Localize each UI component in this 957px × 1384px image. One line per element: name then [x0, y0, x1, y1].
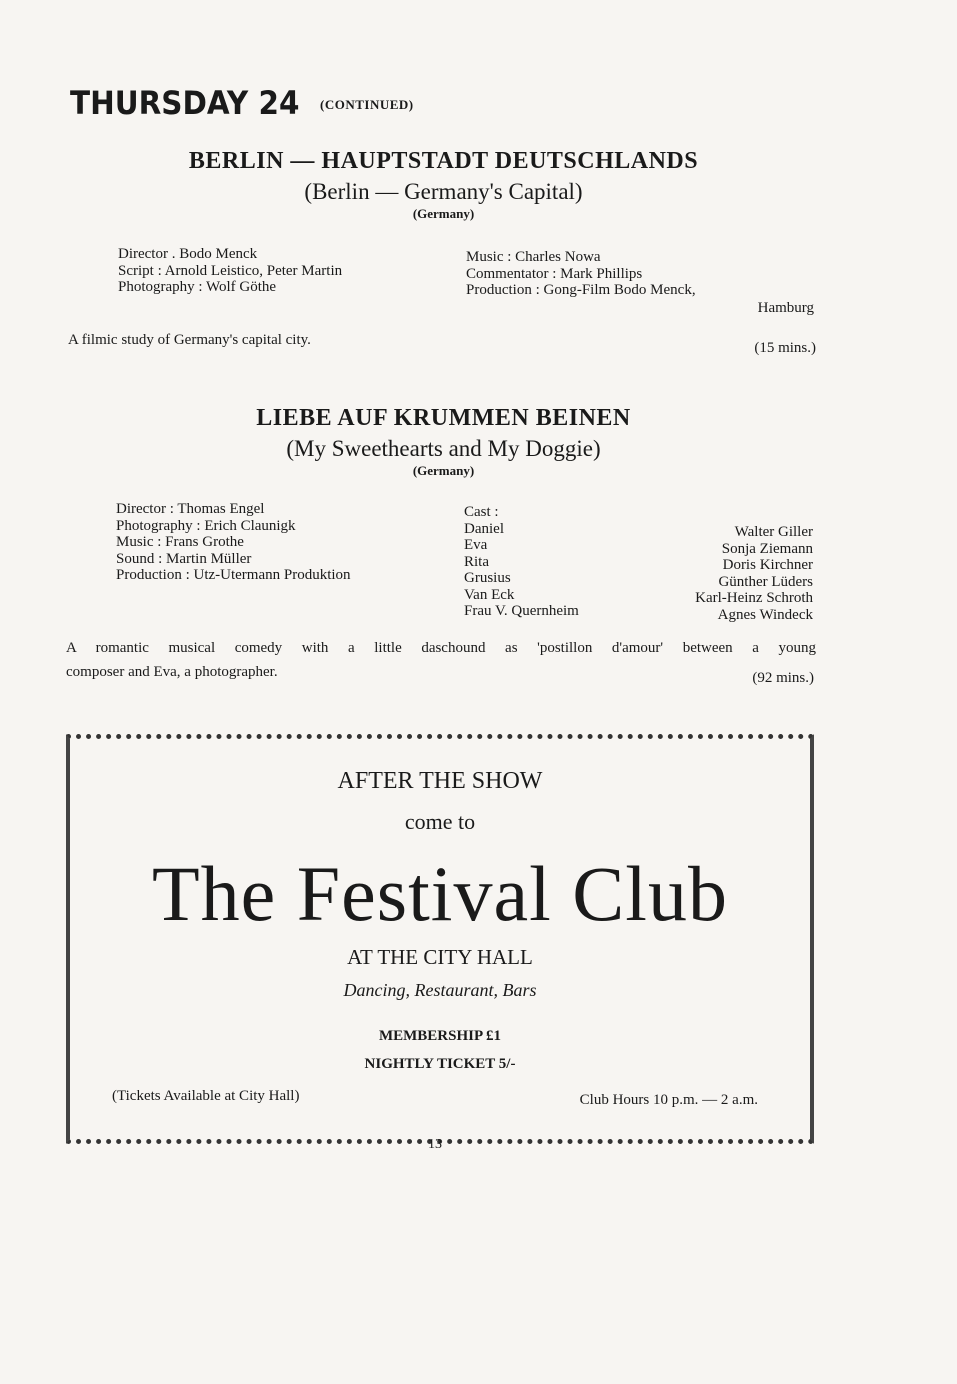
club-name: The Festival Club: [152, 850, 728, 937]
film1-title: BERLIN — HAUPTSTADT DEUTSCHLANDS: [188, 148, 699, 174]
film1-duration: (15 mins.): [754, 340, 816, 356]
cast-actor: Agnes Windeck: [717, 606, 813, 623]
film2-description-line2: composer and Eva, a photographer.: [66, 664, 278, 680]
film2-duration: (92 mins.): [752, 670, 814, 686]
credit-line: Photography : Wolf Göthe: [118, 279, 277, 295]
advert-come-to: come to: [404, 809, 476, 834]
credit-line: Music : Charles Nowa: [466, 249, 601, 265]
cast-actor: Doris Kirchner: [722, 557, 813, 573]
film1-description: A filmic study of Germany's capital city.: [68, 332, 311, 348]
page-number: 13: [428, 1137, 442, 1152]
film2-title: LIEBE AUF KRUMMEN BEINEN: [256, 405, 631, 431]
credit-line: Director : Thomas Engel: [116, 501, 265, 517]
cast-actor: Walter Giller: [734, 524, 813, 540]
cast-role: Daniel: [464, 520, 504, 537]
cast-role: Rita: [464, 553, 489, 570]
film2-subtitle: (My Sweethearts and My Doggie): [286, 436, 601, 461]
cast-role: Van Eck: [464, 586, 515, 603]
credit-line: Script : Arnold Leistico, Peter Martin: [118, 262, 343, 279]
film2-country: (Germany): [412, 463, 475, 478]
film1-subtitle: (Berlin — Germany's Capital): [304, 179, 583, 204]
film1-country: (Germany): [412, 206, 475, 221]
advert-amenities: Dancing, Restaurant, Bars: [343, 980, 537, 1000]
cast-actor: Günther Lüders: [718, 573, 813, 590]
cast-label: Cast :: [464, 504, 499, 520]
film2-cast-roles: [464, 504, 579, 620]
cast-actor: Sonja Ziemann: [721, 540, 813, 557]
film1-credits-left: [118, 246, 342, 296]
advert-club-hours: Club Hours 10 p.m. — 2 a.m.: [579, 1092, 758, 1108]
day-heading: THURSDAY 24: [70, 84, 300, 122]
film1-production-city: Hamburg: [757, 300, 814, 316]
film2-description-line1: A romantic musical comedy with a little daschound as 'postillon d'amour' between a young: [66, 640, 816, 656]
advert-venue: AT THE CITY HALL: [347, 945, 533, 969]
cast-actor: Karl-Heinz Schroth: [695, 590, 813, 606]
advert-after-show: AFTER THE SHOW: [337, 768, 543, 794]
film2-cast-actors: [600, 524, 813, 623]
credit-line: Sound : Martin Müller: [116, 550, 252, 567]
cast-role: Frau V. Quernheim: [464, 603, 579, 619]
cast-role: Eva: [464, 537, 488, 553]
credit-line: Production : Utz-Utermann Produktion: [116, 567, 351, 583]
continued-label: (CONTINUED): [320, 97, 414, 112]
credit-line: Commentator : Mark Phillips: [466, 265, 643, 282]
cast-role: Grusius: [464, 570, 511, 586]
advert-membership: MEMBERSHIP £1: [378, 1028, 502, 1044]
film2-credits: [116, 501, 351, 584]
credit-line: Director . Bodo Menck: [118, 246, 258, 262]
advert-tickets-available: (Tickets Available at City Hall): [112, 1088, 300, 1104]
credit-line: Photography : Erich Claunigk: [116, 517, 296, 534]
credit-line: Music : Frans Grothe: [116, 534, 244, 550]
advert-nightly-ticket: NIGHTLY TICKET 5/-: [364, 1056, 516, 1072]
film1-credits-right: [466, 249, 696, 299]
credit-line: Production : Gong-Film Bodo Menck,: [466, 282, 696, 298]
